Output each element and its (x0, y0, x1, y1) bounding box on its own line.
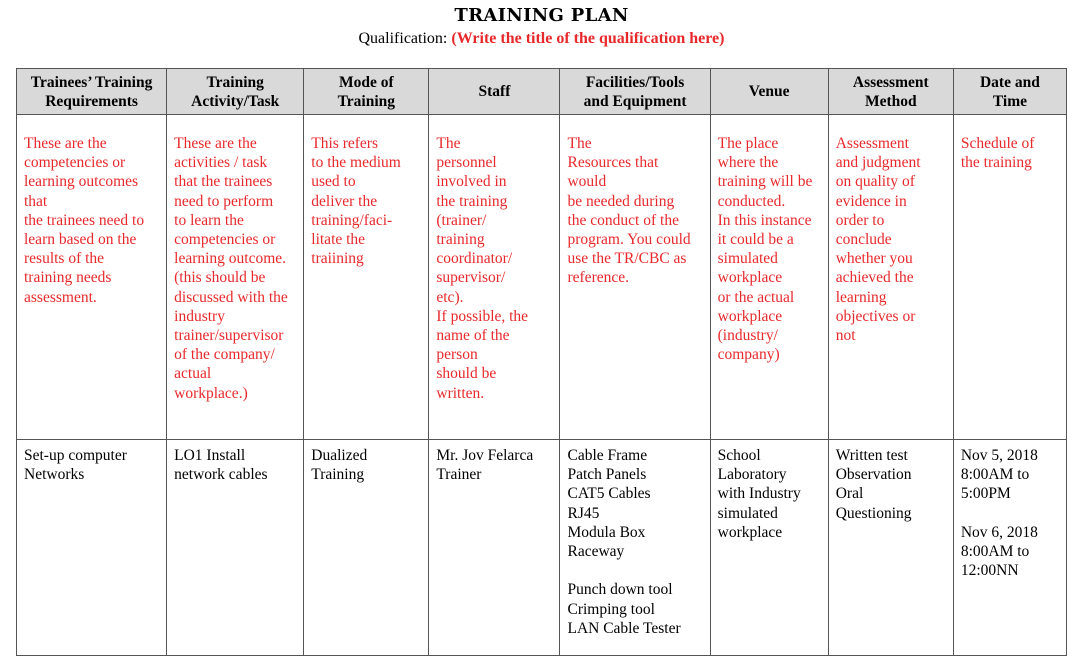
cell-line: Trainer (436, 466, 482, 484)
cell-line: use the TR/CBC as (567, 250, 687, 268)
cell-line: training/faci- (311, 211, 393, 229)
guidance-mode-of-training (304, 115, 429, 440)
cell-line: to learn the (174, 211, 244, 229)
cell-line: workplace (717, 307, 783, 325)
cell-line: Venue (748, 83, 790, 100)
cell-line: written. (436, 384, 485, 402)
cell-line: CAT5 Cables (567, 485, 651, 503)
cell-line: Time (992, 92, 1027, 110)
cell-line: Patch Panels (567, 466, 647, 484)
training-plan-table (16, 68, 1067, 656)
guidance-training-activity (167, 115, 304, 440)
cell-line: conducted. (717, 192, 786, 210)
cell-line: These are the (24, 135, 107, 152)
cell-line: LO1 Install (174, 447, 246, 464)
entry-venue (710, 440, 828, 656)
cell-line: workplace (717, 523, 783, 541)
cell-line: Date and (979, 73, 1040, 91)
cell-line: (this should be (174, 269, 266, 287)
cell-line: used to (311, 173, 356, 191)
cell-line: objectives or (835, 307, 916, 325)
cell-line: not (835, 327, 856, 345)
cell-line: learn based on the (24, 231, 137, 249)
cell-line: If possible, the (436, 307, 529, 325)
cell-line: and Equipment (583, 92, 687, 110)
entry-date-time (953, 440, 1066, 656)
cell-line: should be (436, 365, 497, 383)
entry-assessment-method (828, 440, 953, 656)
guidance-row (17, 115, 1067, 440)
cell-line: learning outcomes (24, 173, 139, 191)
cell-line: Trainees’ Training (30, 73, 153, 91)
cell-line: conclude (835, 231, 892, 249)
entry-staff (429, 440, 560, 656)
cell-line: RJ45 (567, 504, 600, 522)
cell-line: competencies or (24, 154, 126, 172)
cell-line: Questioning (835, 504, 912, 522)
cell-line: results of the (24, 250, 105, 268)
cell-line: and judgment (835, 154, 921, 172)
cell-line: learning (835, 288, 887, 306)
plan-entry-row (17, 440, 1067, 656)
cell-line: order to (835, 211, 885, 229)
cell-line: trainer/supervisor (174, 327, 284, 345)
cell-line: deliver the (311, 192, 378, 210)
cell-line: The (567, 135, 592, 152)
cell-line: whether you (835, 250, 913, 268)
cell-line: Cable Frame (567, 447, 648, 464)
cell-line: on quality of (835, 173, 915, 191)
cell-line: Modula Box (567, 523, 646, 541)
cell-line: Mode of (338, 73, 394, 91)
cell-line: Training (337, 92, 396, 110)
cell-line: These are the (174, 135, 257, 152)
cell-line: where the (717, 154, 779, 172)
cell-line: Crimping tool (567, 600, 655, 618)
cell-line: industry (174, 307, 225, 325)
cell-line: Networks (24, 466, 85, 484)
cell-line: The (436, 135, 461, 152)
cell-line: actual (174, 365, 212, 383)
cell-line: Method (864, 92, 917, 110)
cell-line: would (567, 173, 607, 191)
cell-line: competencies or (174, 231, 276, 249)
cell-line: involved in (436, 173, 507, 191)
cell-line: activities / task (174, 154, 268, 172)
entry-mode-of-training (304, 440, 429, 656)
cell-line: evidence in (835, 192, 907, 210)
cell-line: Oral (835, 485, 864, 503)
cell-line: the trainees need to (24, 211, 145, 229)
cell-line: company) (717, 346, 780, 364)
col-header-training-activity (167, 69, 304, 115)
cell-line: This refers (311, 135, 378, 152)
cell-line: supervisor/ (436, 269, 506, 287)
cell-line: training needs (24, 269, 112, 287)
cell-line: the training (960, 154, 1032, 172)
cell-line: with Industry (717, 485, 801, 503)
col-header-assessment-method (828, 69, 953, 115)
cell-line: or the actual (717, 288, 795, 306)
cell-line: Nov 6, 2018 (960, 523, 1038, 541)
cell-line: be needed during (567, 192, 675, 210)
col-header-mode-of-training (304, 69, 429, 115)
cell-line: traiining (311, 250, 364, 268)
cell-line: program. You could (567, 231, 691, 249)
cell-line: Requirements (45, 92, 138, 110)
cell-line: personnel (436, 154, 497, 172)
cell-line: training (436, 231, 485, 249)
cell-line: Mr. Jov Felarca (436, 447, 534, 464)
cell-line: it could be a (717, 231, 794, 249)
cell-line: Activity/Task (191, 92, 280, 110)
cell-line: Resources that (567, 154, 659, 172)
col-header-date-time (953, 69, 1066, 115)
guidance-venue (710, 115, 828, 440)
cell-line: network cables (174, 466, 268, 484)
cell-line: Facilities/Tools (585, 73, 685, 91)
qualification-label: Qualification: (358, 30, 448, 47)
col-header-facilities (560, 69, 710, 115)
cell-line: The place (717, 135, 779, 152)
cell-line: Written test (835, 447, 908, 464)
header-row (17, 69, 1067, 115)
cell-line: Dualized (311, 447, 368, 464)
guidance-staff (429, 115, 560, 440)
cell-line: Nov 5, 2018 (960, 447, 1038, 464)
cell-line: (trainer/ (436, 211, 487, 229)
cell-line: Observation (835, 466, 912, 484)
guidance-date-time (953, 115, 1066, 440)
cell-line: Schedule of (960, 135, 1035, 152)
cell-line: assessment. (24, 288, 97, 306)
qualification-line (0, 30, 1083, 48)
cell-line: learning outcome. (174, 250, 287, 268)
cell-line: person (436, 346, 478, 364)
entry-training-activity (167, 440, 304, 656)
cell-line: of the company/ (174, 346, 275, 364)
cell-line: name of the (436, 327, 510, 345)
cell-line: achieved the (835, 269, 914, 287)
cell-line: (industry/ (717, 327, 778, 345)
entry-trainees-requirements (17, 440, 167, 656)
cell-line: Assessment (835, 135, 909, 152)
qualification-placeholder: (Write the title of the qualification here) (451, 30, 725, 47)
cell-line: 8:00AM to (960, 543, 1030, 560)
guidance-assessment-method (828, 115, 953, 440)
cell-line: that (24, 192, 48, 210)
cell-line: workplace.) (174, 384, 248, 402)
cell-line: to the medium (311, 154, 401, 172)
cell-line: Raceway (567, 543, 625, 561)
guidance-facilities (560, 115, 710, 440)
cell-line: training will be (717, 173, 813, 191)
cell-line: coordinator/ (436, 250, 513, 268)
cell-line (961, 504, 1059, 523)
cell-line: that the trainees (174, 173, 273, 191)
cell-line: Punch down tool (567, 581, 673, 599)
col-header-venue (710, 69, 828, 115)
cell-line: litate the (311, 231, 366, 249)
cell-line: the training (436, 192, 508, 210)
guidance-trainees-requirements (17, 115, 167, 440)
document-title: TRAINING PLAN (454, 5, 629, 26)
entry-facilities (560, 440, 710, 656)
col-header-trainees-requirements (17, 69, 167, 115)
cell-line: Training (206, 73, 264, 91)
cell-line: Staff (478, 83, 511, 100)
cell-line: Assessment (852, 73, 929, 91)
cell-line: In this instance (717, 211, 812, 229)
cell-line: the conduct of the (567, 211, 679, 229)
col-header-staff (429, 69, 560, 115)
cell-line: 8:00AM to (960, 466, 1030, 484)
cell-line: simulated (717, 250, 778, 268)
cell-line: Training (311, 466, 365, 484)
cell-line: School (717, 447, 761, 464)
cell-line: 5:00PM (960, 485, 1011, 503)
cell-line: workplace (717, 269, 783, 287)
cell-line: LAN Cable Tester (567, 619, 681, 637)
cell-line: 12:00NN (960, 562, 1019, 580)
cell-line: reference. (567, 269, 629, 287)
cell-line (567, 561, 702, 580)
cell-line: discussed with the (174, 288, 288, 306)
cell-line: simulated (717, 504, 778, 522)
cell-line: etc). (436, 288, 464, 306)
cell-line: Laboratory (717, 466, 787, 484)
cell-line: need to perform (174, 192, 274, 210)
cell-line: Set-up computer (24, 447, 127, 464)
